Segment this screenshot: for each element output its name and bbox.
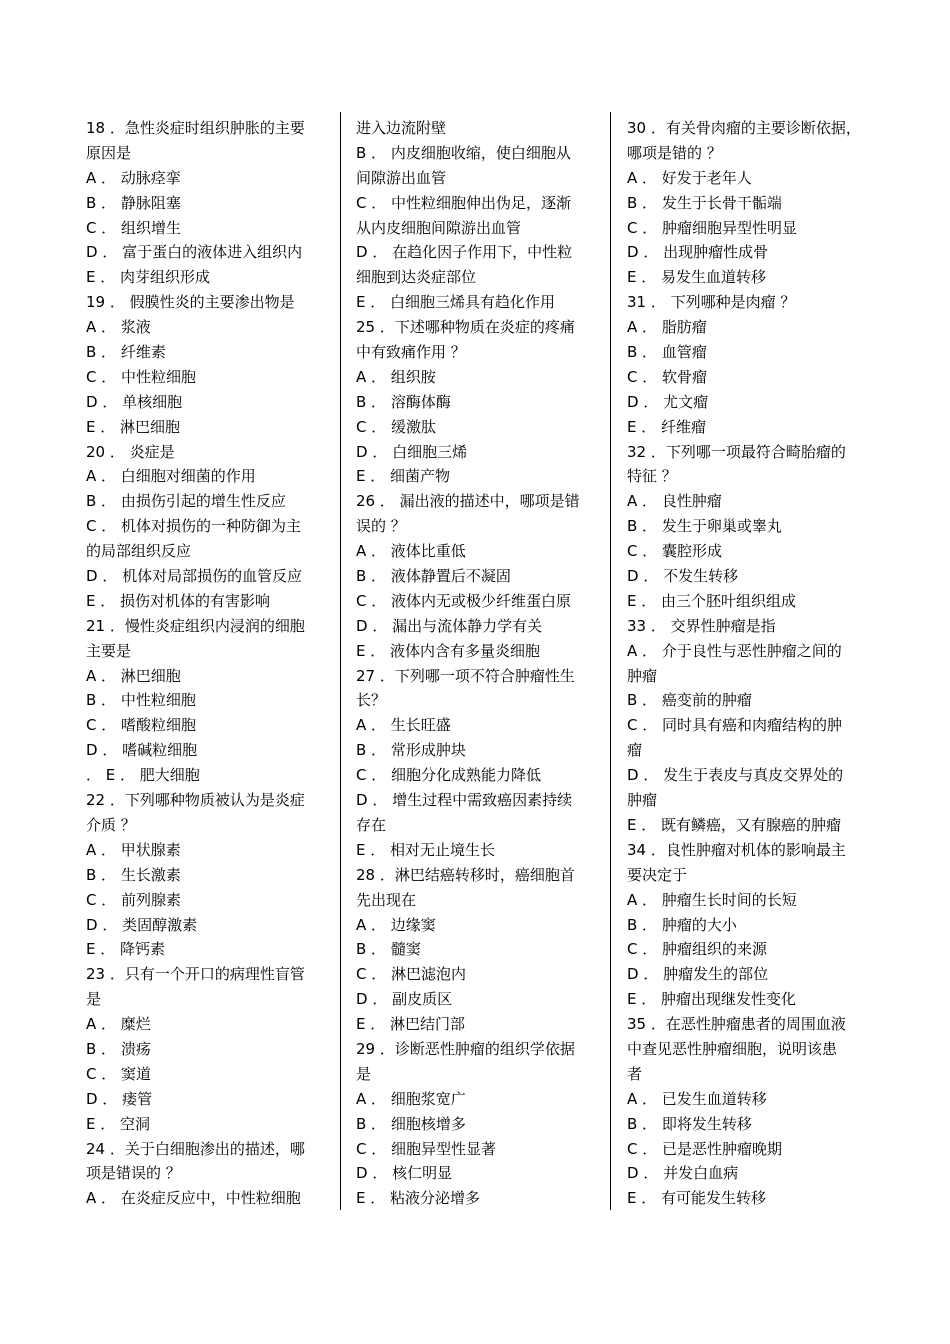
- text-line: 项是错误的 ？: [86, 1164, 181, 1183]
- text-line: E ． 淋巴结门部: [356, 1015, 466, 1034]
- text-line: 33 ． 交界性肿瘤是指: [627, 616, 776, 635]
- text-line: 先出现在: [356, 890, 417, 909]
- text-line: 20 ． 炎症是: [86, 442, 175, 461]
- text-line: C ． 肿瘤组织的来源: [627, 940, 768, 959]
- text-line: C ． 组织增生: [86, 218, 182, 237]
- text-line: B ． 生长激素: [86, 865, 181, 884]
- text-line: 24 ．关于白细胞渗出的描述，哪: [86, 1139, 305, 1158]
- text-line: B ． 肿瘤的大小: [627, 915, 737, 934]
- text-line: A ． 生长旺盛: [356, 716, 451, 735]
- text-line: C ． 细胞异型性显著: [356, 1139, 497, 1158]
- text-line: C ． 液体内无或极少纤维蛋白原: [356, 591, 572, 610]
- text-line: E ． 由三个胚叶组织组成: [627, 591, 797, 610]
- text-line: C ． 囊腔形成: [627, 542, 723, 561]
- text-line: E ． 肿瘤出现继发性变化: [627, 990, 797, 1009]
- text-line: 哪项是错的 ？: [627, 143, 722, 162]
- text-line: 18 ．急性炎症时组织肿胀的主要: [86, 119, 305, 137]
- text-line: B ． 由损伤引起的增生性反应: [86, 492, 286, 511]
- column-divider-left: [340, 112, 341, 1210]
- text-line: D ． 类固醇激素: [86, 915, 198, 934]
- text-line: B ． 溃疡: [86, 1039, 151, 1058]
- text-line: A ． 细胞浆宽广: [356, 1089, 466, 1108]
- text-line: A ． 脂肪瘤: [627, 318, 707, 337]
- text-line: A ． 在炎症反应中，中性粒细胞: [86, 1189, 301, 1208]
- text-line: 存在: [356, 815, 387, 834]
- text-line: C ． 同时具有癌和肉瘤结构的肿: [627, 716, 843, 735]
- text-line: C ． 前列腺素: [86, 890, 182, 909]
- text-line: 从内皮细胞间隙游出血管: [356, 218, 522, 237]
- text-line: B ． 纤维素: [86, 343, 166, 362]
- text-line: A ． 边缘窦: [356, 915, 436, 934]
- text-line: B ． 癌变前的肿瘤: [627, 691, 752, 710]
- text-line: 22 ．下列哪种物质被认为是炎症: [86, 791, 305, 810]
- text-line: A ． 淋巴细胞: [86, 666, 181, 685]
- text-line: E ． 空洞: [86, 1114, 151, 1133]
- text-line: D ． 副皮质区: [356, 990, 453, 1009]
- question-column-3: [627, 116, 877, 1211]
- text-line: 要决定于: [627, 865, 688, 884]
- text-line: 35 ．在恶性肿瘤患者的周围血液: [627, 1015, 846, 1034]
- text-line: A ． 组织胺: [356, 367, 436, 386]
- text-line: C ． 淋巴滤泡内: [356, 965, 467, 984]
- text-line: 25 ．下述哪种物质在炎症的疼痛: [356, 318, 575, 337]
- text-line: B ． 髓窦: [356, 940, 421, 959]
- text-line: A ． 白细胞对细菌的作用: [86, 467, 256, 486]
- text-line: C ． 已是恶性肿瘤晚期: [627, 1139, 783, 1158]
- text-line: D ． 漏出与流体静力学有关: [356, 616, 543, 635]
- text-line: 是: [356, 1064, 372, 1083]
- text-line: E ． 易发生血道转移: [627, 268, 767, 287]
- text-line: 29 ．诊断恶性肿瘤的组织学依据: [356, 1039, 575, 1058]
- text-line: B ． 发生于卵巢或睾丸: [627, 517, 782, 536]
- text-line: D ． 尤文瘤: [627, 392, 709, 411]
- text-line: 长？: [356, 691, 387, 710]
- text-line: C ． 细胞分化成熟能力降低: [356, 766, 542, 785]
- text-line: C ． 中性粒细胞伸出伪足，逐渐: [356, 193, 572, 212]
- text-line: D ． 单核细胞: [86, 392, 183, 411]
- text-line: E ． 液体内含有多量炎细胞: [356, 641, 541, 660]
- text-line: A ． 已发生血道转移: [627, 1089, 767, 1108]
- text-line: A ． 肿瘤生长时间的长短: [627, 890, 797, 909]
- text-line: D ． 机体对局部损伤的血管反应: [86, 567, 303, 586]
- text-line: 原因是: [86, 143, 132, 162]
- text-line: A ． 液体比重低: [356, 542, 466, 561]
- text-line: C ． 机体对损伤的一种防御为主: [86, 517, 302, 536]
- text-line: 误的 ？: [356, 517, 406, 536]
- text-line: 细胞到达炎症部位: [356, 268, 477, 287]
- text-line: E ． 降钙素: [86, 940, 166, 959]
- text-line: E ． 细菌产物: [356, 467, 451, 486]
- text-line: D ． 白细胞三烯: [356, 442, 468, 461]
- text-line: A ． 介于良性与恶性肿瘤之间的: [627, 641, 842, 660]
- text-line: 34 ．良性肿瘤对机体的影响最主: [627, 840, 846, 859]
- text-line: D ． 肿瘤发生的部位: [627, 965, 769, 984]
- text-line: 31 ． 下列哪种是肉瘤 ？: [627, 293, 796, 312]
- text-line: 中有致痛作用 ？: [356, 343, 466, 362]
- text-line: D ． 在趋化因子作用下，中性粒: [356, 243, 573, 262]
- text-line: B ． 内皮细胞收缩，使白细胞从: [356, 143, 571, 162]
- text-line: B ． 溶酶体酶: [356, 392, 451, 411]
- text-line: 32 ．下列哪一项最符合畸胎瘤的: [627, 442, 846, 461]
- text-line: D ． 并发白血病: [627, 1164, 739, 1183]
- question-column-2: [356, 116, 598, 1211]
- text-line: 介质 ？: [86, 815, 136, 834]
- text-line: A ． 糜烂: [86, 1015, 151, 1034]
- text-line: D ． 出现肿瘤性成骨: [627, 243, 769, 262]
- text-line: E ． 损伤对机体的有害影响: [86, 591, 271, 610]
- text-line: A ． 动脉痉挛: [86, 168, 181, 187]
- text-line: 是: [86, 990, 102, 1009]
- text-line: 28 ．淋巴结癌转移时，癌细胞首: [356, 865, 575, 884]
- question-column-1: [86, 116, 332, 1211]
- column-divider-right: [610, 112, 611, 1210]
- text-line: C ． 中性粒细胞: [86, 367, 197, 386]
- text-line: D ． 嗜碱粒细胞: [86, 741, 198, 760]
- text-line: 23 ．只有一个开口的病理性盲管: [86, 965, 305, 984]
- text-line: E ． 相对无止境生长: [356, 840, 496, 859]
- text-line: E ． 纤维瘤: [627, 417, 707, 436]
- text-line: E ． 粘液分泌增多: [356, 1189, 481, 1208]
- text-line: A ． 良性肿瘤: [627, 492, 722, 511]
- text-line: E ． 有可能发生转移: [627, 1189, 767, 1208]
- text-line: 肿瘤: [627, 666, 658, 685]
- text-line: A ． 浆液: [86, 318, 151, 337]
- text-line: 的局部组织反应: [86, 542, 192, 561]
- text-line: B ． 细胞核增多: [356, 1114, 466, 1133]
- text-line: B ． 发生于长骨干骺端: [627, 193, 782, 212]
- text-line: C ． 肿瘤细胞异型性明显: [627, 218, 798, 237]
- text-line: E ． 白细胞三烯具有趋化作用: [356, 293, 556, 312]
- text-line: B ． 中性粒细胞: [86, 691, 196, 710]
- text-line: 特征 ？: [627, 467, 677, 486]
- text-line: 间隙游出血管: [356, 168, 447, 187]
- text-line: 21 ．慢性炎症组织内浸润的细胞: [86, 616, 305, 635]
- text-line: 进入边流附壁: [356, 119, 447, 137]
- text-line: 中查见恶性肿瘤细胞，说明该患: [627, 1039, 838, 1058]
- text-line: C ． 软骨瘤: [627, 367, 708, 386]
- text-line: B ． 血管瘤: [627, 343, 707, 362]
- text-line: B ． 液体静置后不凝固: [356, 567, 511, 586]
- text-line: D ． 增生过程中需致癌因素持续: [356, 791, 573, 810]
- text-line: 26 ． 漏出液的描述中，哪项是错: [356, 492, 580, 511]
- text-line: E ． 既有鳞癌，又有腺癌的肿瘤: [627, 815, 842, 834]
- text-line: B ． 常形成肿块: [356, 741, 466, 760]
- text-line: D ． 不发生转移: [627, 567, 739, 586]
- text-line: 19 ． 假膜性炎的主要渗出物是: [86, 293, 295, 312]
- text-line: A ． 甲状腺素: [86, 840, 181, 859]
- text-line: E ． 淋巴细胞: [86, 417, 181, 436]
- text-line: B ． 静脉阻塞: [86, 193, 181, 212]
- text-line: D ． 富于蛋白的液体进入组织内: [86, 243, 303, 262]
- text-line: 主要是: [86, 641, 132, 660]
- text-line: 瘤: [627, 741, 643, 760]
- text-line: D ． 核仁明显: [356, 1164, 453, 1183]
- text-line: C ． 窦道: [86, 1064, 152, 1083]
- text-line: A ． 好发于老年人: [627, 168, 752, 187]
- text-line: C ． 嗜酸粒细胞: [86, 716, 197, 735]
- text-line: B ． 即将发生转移: [627, 1114, 752, 1133]
- text-line: C ． 缓激肽: [356, 417, 437, 436]
- text-line: ． E ． 肥大细胞: [86, 766, 200, 785]
- text-line: 27 ．下列哪一项不符合肿瘤性生: [356, 666, 575, 685]
- text-line: E ． 肉芽组织形成: [86, 268, 211, 287]
- text-line: 肿瘤: [627, 791, 658, 810]
- text-line: 30 ．有关骨肉瘤的主要诊断依据，: [627, 119, 861, 137]
- text-line: D ． 瘘管: [86, 1089, 153, 1108]
- text-line: D ． 发生于表皮与真皮交界处的: [627, 766, 844, 785]
- text-line: 者: [627, 1064, 643, 1083]
